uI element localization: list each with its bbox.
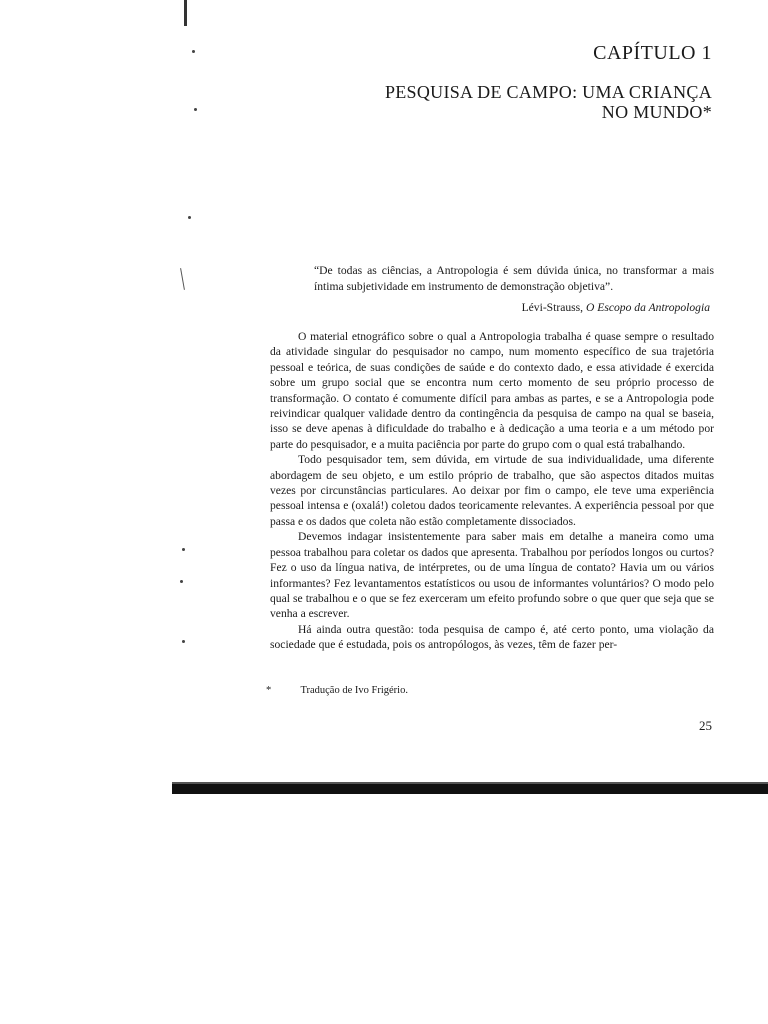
scan-artifact-dot bbox=[182, 640, 185, 643]
chapter-title-line: NO MUNDO* bbox=[601, 102, 712, 122]
page-number: 25 bbox=[699, 718, 712, 733]
epigraph-quote: “De todas as ciências, a Antropologia é sem dúvida única, no transformar a mais íntima subjetividade em instrumento de demonstração objetiva”. bbox=[314, 264, 714, 293]
epigraph-attribution bbox=[522, 300, 710, 316]
footnote-text: Tradução de Ivo Frigério. bbox=[300, 685, 408, 696]
scan-artifact-dot bbox=[194, 108, 197, 111]
scan-artifact-dot bbox=[192, 50, 195, 53]
chapter-title-line: PESQUISA DE CAMPO: UMA CRIANÇA bbox=[384, 82, 712, 102]
chapter-title bbox=[292, 82, 712, 122]
paragraph: O material etnográfico sobre o qual a Antropologia trabalha é quase sempre o resultado da atividade singular do pesquisador no campo, num momento específico de sua trajetória pessoal e teórica, de suas condições de saúde e do contexto dado, e essa atividade é exercida sobre um grupo social que se encontra num certo momento de seu próprio processo de transformação. O contato é comumente difícil para ambas as partes, e se a Antropologia pode reivindicar qualquer validade dentro da contingência da pesquisa de campo na qual se baseia, isso se deve apenas à dificuldade do trabalho e à dedicação a uma teoria e a um método por parte do pesquisador, e a muita paciência por parte do grupo com o qual está trabalhando. bbox=[270, 330, 714, 451]
footnote bbox=[266, 685, 408, 696]
scan-artifact-dot bbox=[188, 216, 191, 219]
scan-artifact-dot bbox=[182, 548, 185, 551]
paragraph: Todo pesquisador tem, sem dúvida, em virtude de sua individualidade, uma diferente abordagem de seu objeto, e um estilo próprio de trabalho, que são aspectos ditados muitas vezes por circunstâncias particulares. Ao deixar por fim o campo, ele teve uma experiência pessoal intensa e (oxalá!) coletou dados teoricamente relevantes. A experiência pessoal por que passa e os dados que coleta não estão completamente dissociados. bbox=[270, 453, 714, 528]
chapter-heading: CAPÍTULO 1 bbox=[593, 42, 712, 64]
paragraph: Há ainda outra questão: toda pesquisa de campo é, até certo ponto, uma violação da sociedade que é estudada, pois os antropólogos, às vezes, têm de fazer per- bbox=[270, 622, 714, 652]
epigraph-author: Lévi-Strauss, bbox=[521, 301, 584, 314]
scan-artifact-dot bbox=[180, 580, 183, 583]
footnote-marker: * bbox=[266, 685, 272, 696]
page-bottom-edge bbox=[172, 784, 768, 794]
scan-artifact-mark bbox=[184, 0, 187, 26]
body-text bbox=[270, 329, 714, 653]
paragraph: Devemos indagar insistentemente para saber mais em detalhe a maneira como uma pessoa trabalhou para coletar os dados que apresenta. Trabalhou por períodos longos ou curtos? Fez o uso da língua nativa, de intérpretes, ou de uma língua de contato? Havia um ou vários informantes? Fez levantamentos estatísticos ou usou de informantes voluntários? O modo pelo qual se trabalhou e o que se fez exerceram um efeito profundo sobre o que quer que seja que se venha a escrever. bbox=[270, 530, 714, 621]
epigraph-work: O Escopo da Antropologia bbox=[586, 301, 710, 314]
scan-artifact-line bbox=[180, 268, 185, 290]
